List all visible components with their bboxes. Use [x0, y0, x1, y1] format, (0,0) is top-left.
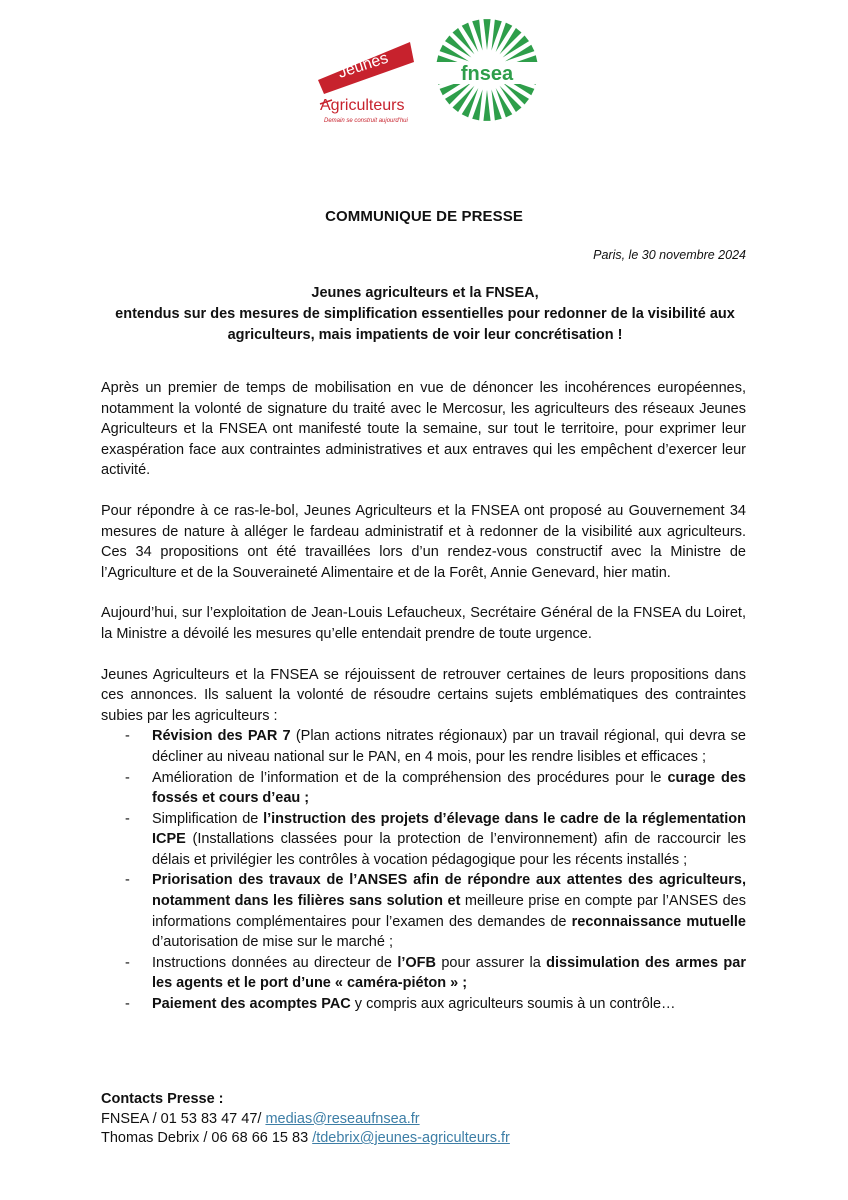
measure-bold: dissimulation des armes par les agents et le port d’une « caméra-piéton » ;	[152, 954, 746, 992]
measure-text: y compris aux agriculteurs soumis à un contrôle…	[350, 996, 676, 1013]
measures-list	[101, 726, 746, 1014]
fnsea-ray	[491, 20, 501, 51]
list-item	[101, 953, 746, 994]
jeunes-agriculteurs-logo	[310, 38, 425, 128]
measure-bold: reconnaissance mutuelle	[571, 913, 746, 930]
measure-text: pour assurer la	[435, 954, 547, 971]
list-item	[101, 809, 746, 871]
fnsea-logo-text: fnsea	[460, 63, 514, 85]
measure-text: d’autorisation de mise sur le marché ;	[152, 934, 393, 951]
paragraph-2: Pour répondre à ce ras-le-bol, Jeunes Agriculteurs et la FNSEA ont proposé au Gouvernement 34 mesures de nature à alléger le fardeau administratif et à redonner de la visibilité aux agriculteurs. Ces 34 propositions ont été travaillées lors d’un rendez-vous constructif avec la Ministre de l’Agriculture et de la Souveraineté Alimentaire et de la Forêt, Annie Genevard, hier matin.	[101, 502, 746, 581]
logos-header	[300, 18, 550, 128]
document-date: Paris, le 30 novembre 2024	[593, 248, 746, 262]
paragraph-1: Après un premier de temps de mobilisation en vue de dénoncer les incohérences européennes, notamment la volonté de signature du traité avec le Mercosur, les agriculteurs des réseaux Jeunes Agriculteurs et la FNSEA ont manifesté toute la semaine, sur tout le territoire, pour exprimer leur exaspération face aux contraintes administratives et aux entraves qui les empêchent d’exercer leur activité.	[101, 380, 746, 479]
bullet-dash: -	[125, 769, 130, 786]
bullet-dash: -	[125, 954, 130, 971]
measure-text: meilleure prise en compte par l’ANSES des informations complémentaires pour l’examen des demandes de	[152, 893, 746, 930]
measure-bold: Paiement des acomptes PAC	[152, 996, 351, 1013]
headline-line2: entendus sur des mesures de simplification essentielles pour redonner de la visibilité aux agriculteurs, mais impatients de voir leur concrétisation !	[115, 306, 735, 343]
fnsea-ray	[483, 90, 490, 121]
contact-ja-text: Thomas Debrix / 06 68 66 15 83	[101, 1130, 313, 1146]
measure-text: Instructions données au directeur de	[152, 954, 398, 971]
contacts-heading: Contacts Presse :	[101, 1091, 224, 1107]
fnsea-ray	[483, 19, 490, 50]
measure-bold: l’OFB	[397, 954, 436, 971]
fnsea-ray	[472, 89, 482, 120]
headline-line1: Jeunes agriculteurs et la FNSEA,	[311, 285, 539, 301]
contact-ja-email-link[interactable]: /tdebrix@jeunes-agriculteurs.fr	[312, 1130, 510, 1146]
list-item	[101, 726, 746, 767]
list-item	[101, 768, 746, 809]
measure-bold: l’instruction des projets d’élevage dans le cadre de la réglementation ICPE	[152, 810, 746, 848]
bullet-dash: -	[125, 728, 130, 745]
measure-text: Simplification de	[152, 810, 264, 827]
ja-logo-tagline: Demain se construit aujourd'hui	[324, 118, 408, 124]
contact-ja	[101, 1129, 751, 1149]
fnsea-ray	[472, 20, 482, 51]
paragraph-3: Aujourd’hui, sur l’exploitation de Jean-Louis Lefaucheux, Secrétaire Général de la FNSEA du Loiret, la Ministre a dévoilé les mesures qu’elle entendait prendre de toute urgence.	[101, 605, 746, 642]
bullet-dash: -	[125, 810, 130, 827]
ja-logo-line2: Agriculteurs	[320, 97, 405, 114]
paragraph-4: Jeunes Agriculteurs et la FNSEA se réjouissent de retrouver certaines de leurs propositions dans ces annonces. Ils saluent la volonté de résoudre certains sujets emblématiques des contraintes subies par les agriculteurs :	[101, 666, 746, 724]
press-contacts	[101, 1090, 751, 1149]
contact-fnsea-text: FNSEA / 01 53 83 47 47/	[101, 1110, 266, 1127]
ja-logo-line1: Jeunes	[335, 49, 391, 82]
contact-fnsea	[101, 1110, 751, 1130]
measure-text: (Installations classées pour la protection de l’environnement) afin de raccourcir les délais et privilégier les contrôles à vocation pédagogique pour les récents installés ;	[152, 831, 746, 868]
list-item	[101, 870, 746, 952]
bullet-dash: -	[125, 996, 130, 1013]
measure-bold: Priorisation des travaux de l’ANSES afin de répondre aux attentes des agriculteurs, notamment dans les filières sans solution et	[152, 872, 746, 910]
measure-bold: Révision des PAR 7	[152, 728, 291, 745]
fnsea-logo	[435, 18, 540, 123]
fnsea-ray	[491, 89, 501, 120]
headline	[100, 283, 750, 346]
contact-fnsea-email-link[interactable]: medias@reseaufnsea.fr	[265, 1110, 420, 1127]
body-text	[101, 378, 746, 1015]
document-title: COMMUNIQUE DE PRESSE	[325, 208, 523, 225]
measure-text: (Plan actions nitrates régionaux) par un travail régional, qui devra se décliner au niveau national sur le PAN, en 4 mois, pour les rendre lisibles et efficaces ;	[152, 728, 746, 765]
bullet-dash: -	[125, 872, 130, 889]
measure-bold: curage des fossés et cours d’eau ;	[152, 769, 746, 807]
list-item	[101, 994, 746, 1015]
measure-text: Amélioration de l’information et de la compréhension des procédures pour le	[152, 769, 668, 786]
